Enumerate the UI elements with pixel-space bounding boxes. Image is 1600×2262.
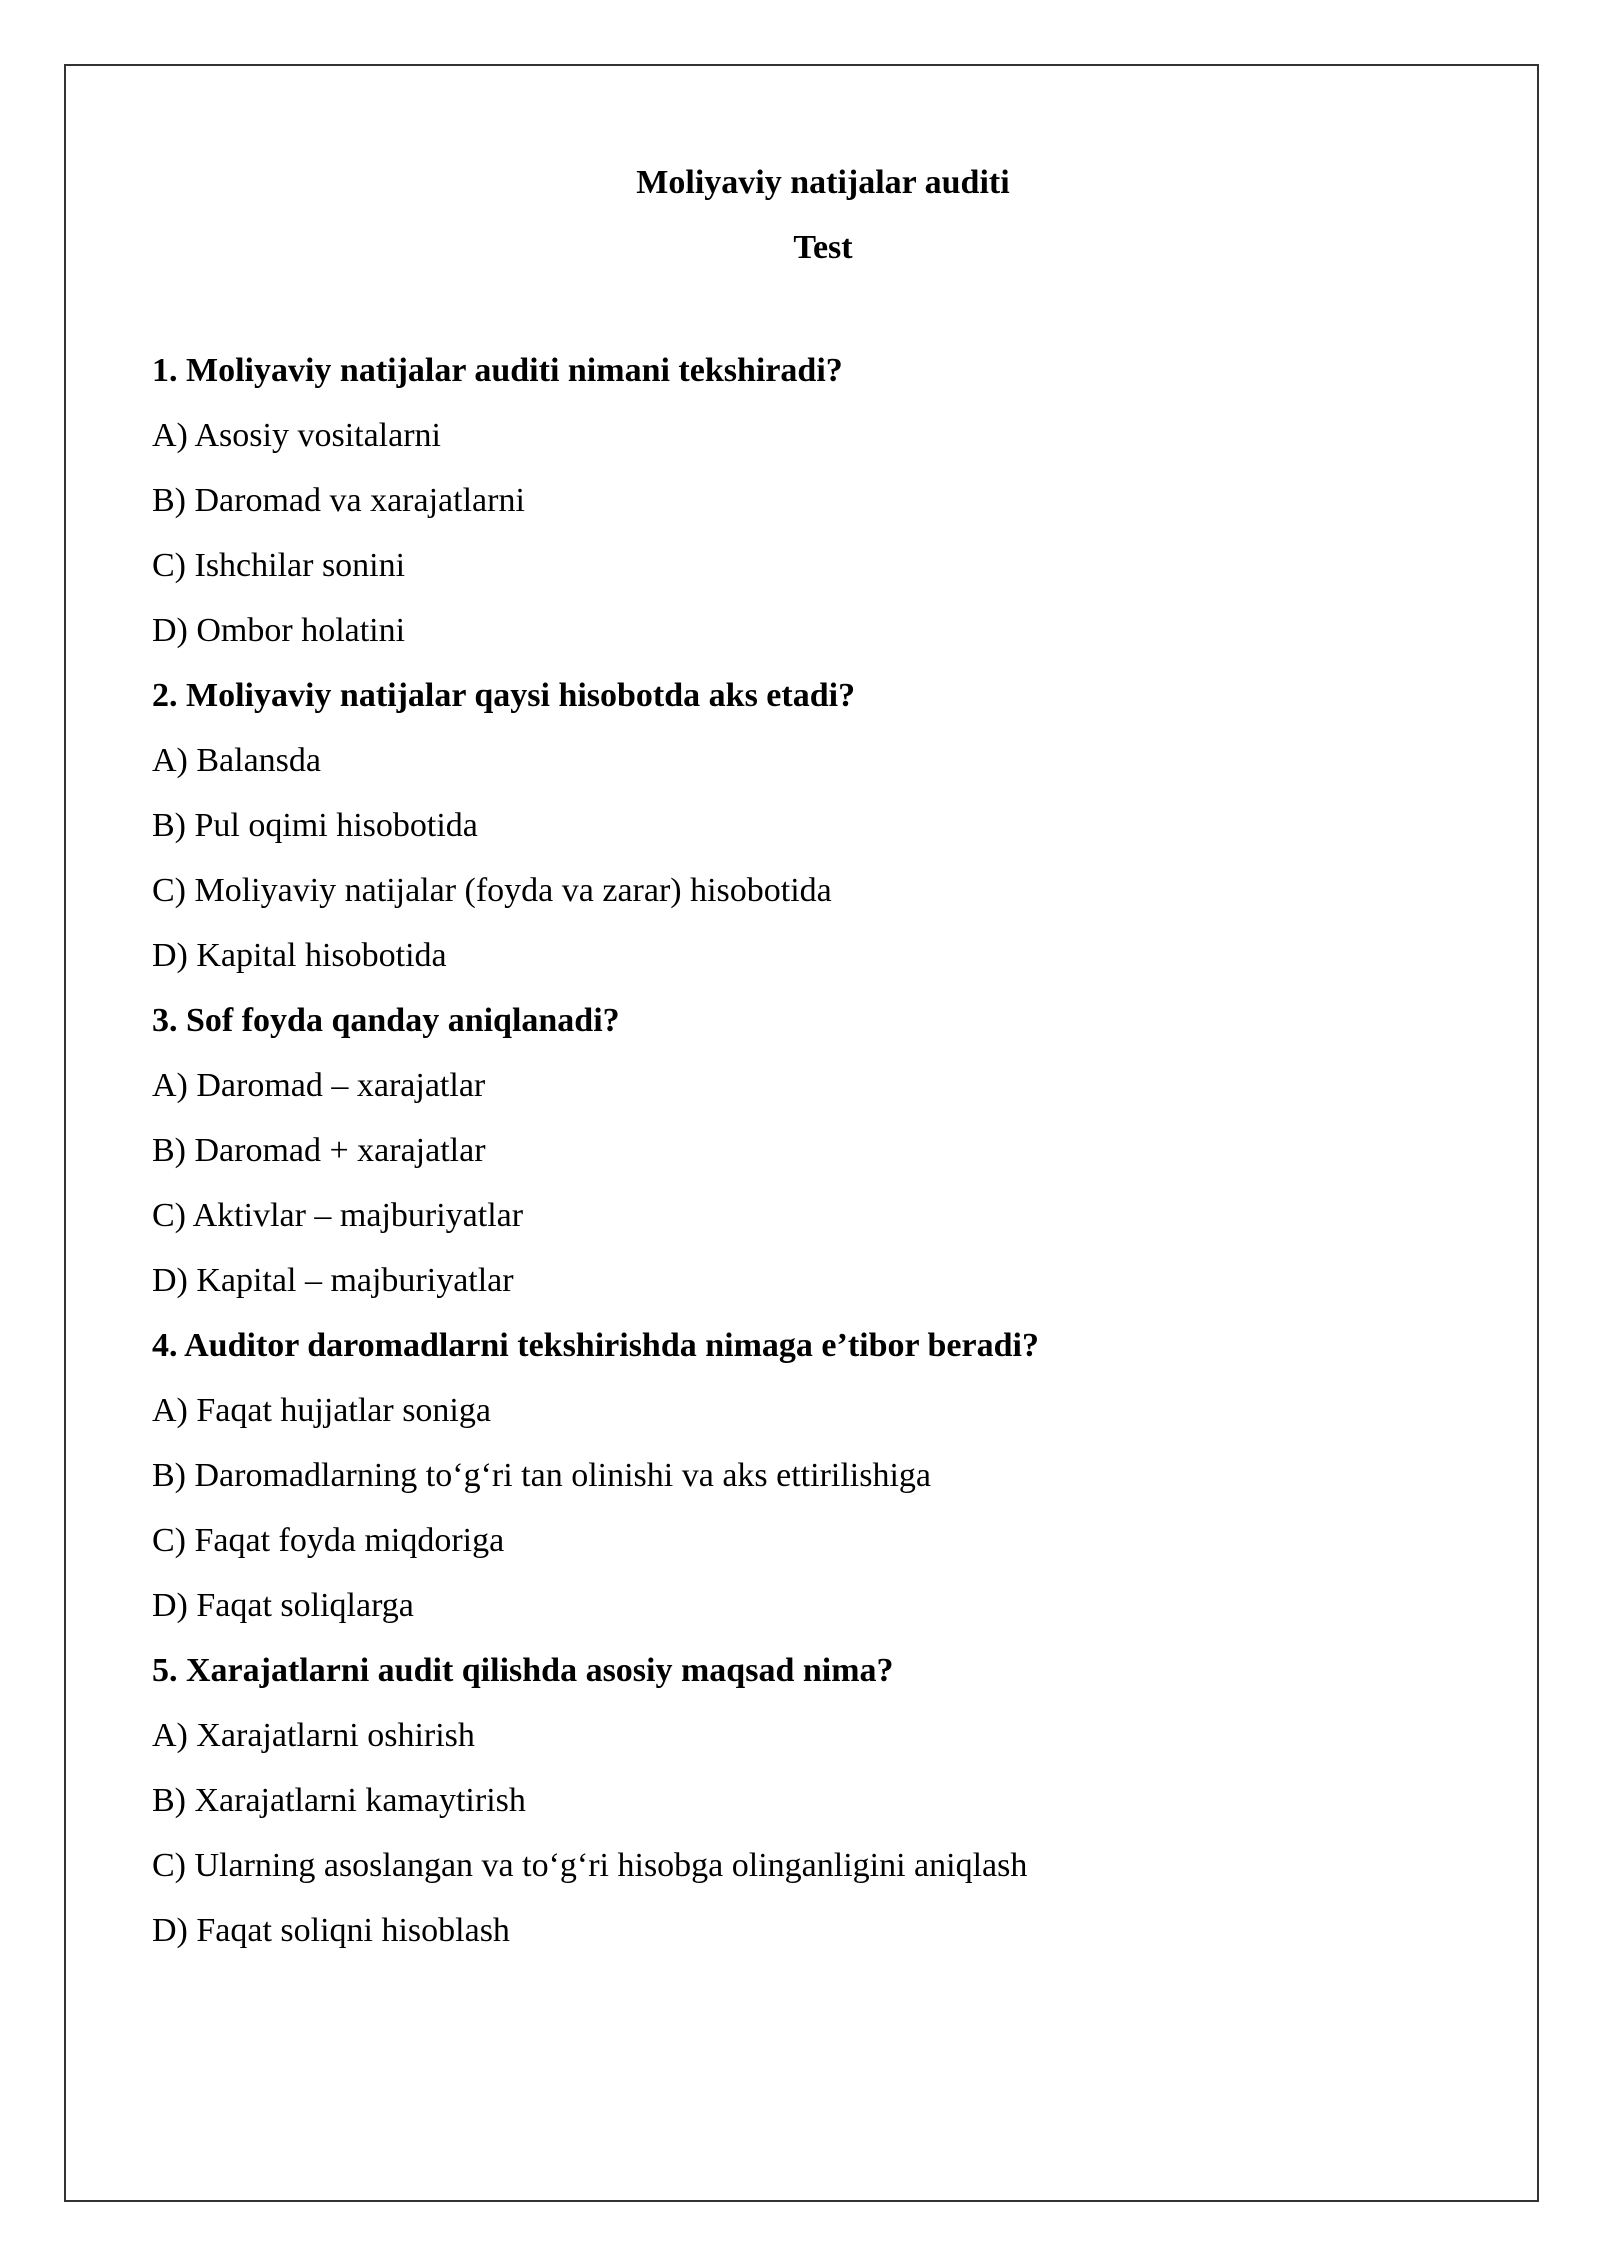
- option-2a: A) Balansda: [152, 742, 322, 779]
- option-5d: D) Faqat soliqni hisoblash: [152, 1912, 510, 1949]
- option-4c: C) Faqat foyda miqdoriga: [152, 1522, 505, 1559]
- option-2b: B) Pul oqimi hisobotida: [152, 807, 478, 844]
- title-block: [0, 150, 1600, 280]
- option-2c: C) Moliyaviy natijalar (foyda va zarar) hisobotida: [152, 872, 832, 909]
- option-5c: C) Ularning asoslangan va to‘g‘ri hisobga olinganligini aniqlash: [152, 1847, 1028, 1884]
- option-1b: B) Daromad va xarajatlarni: [152, 482, 525, 519]
- question-5: 5. Xarajatlarni audit qilishda asosiy maqsad nima?: [152, 1652, 894, 1689]
- question-list: [152, 338, 1482, 1963]
- document-title: Moliyaviy natijalar auditi: [636, 164, 1010, 201]
- option-1a: A) Asosiy vositalarni: [152, 417, 441, 454]
- option-2d: D) Kapital hisobotida: [152, 937, 447, 974]
- option-4a: A) Faqat hujjatlar soniga: [152, 1392, 491, 1429]
- option-5b: B) Xarajatlarni kamaytirish: [152, 1782, 526, 1819]
- option-3b: B) Daromad + xarajatlar: [152, 1132, 486, 1169]
- option-3d: D) Kapital – majburiyatlar: [152, 1262, 514, 1299]
- option-4b: B) Daromadlarning to‘g‘ri tan olinishi va aks ettirilishiga: [152, 1457, 931, 1494]
- option-3c: C) Aktivlar – majburiyatlar: [152, 1197, 524, 1234]
- question-1: 1. Moliyaviy natijalar auditi nimani tekshiradi?: [152, 352, 843, 389]
- document-subtitle: Test: [793, 229, 853, 266]
- question-3: 3. Sof foyda qanday aniqlanadi?: [152, 1002, 620, 1039]
- option-4d: D) Faqat soliqlarga: [152, 1587, 414, 1624]
- option-3a: A) Daromad – xarajatlar: [152, 1067, 486, 1104]
- option-1d: D) Ombor holatini: [152, 612, 406, 649]
- option-1c: C) Ishchilar sonini: [152, 547, 406, 584]
- question-2: 2. Moliyaviy natijalar qaysi hisobotda aks etadi?: [152, 677, 856, 714]
- option-5a: A) Xarajatlarni oshirish: [152, 1717, 475, 1754]
- question-4: 4. Auditor daromadlarni tekshirishda nimaga e’tibor beradi?: [152, 1327, 1039, 1364]
